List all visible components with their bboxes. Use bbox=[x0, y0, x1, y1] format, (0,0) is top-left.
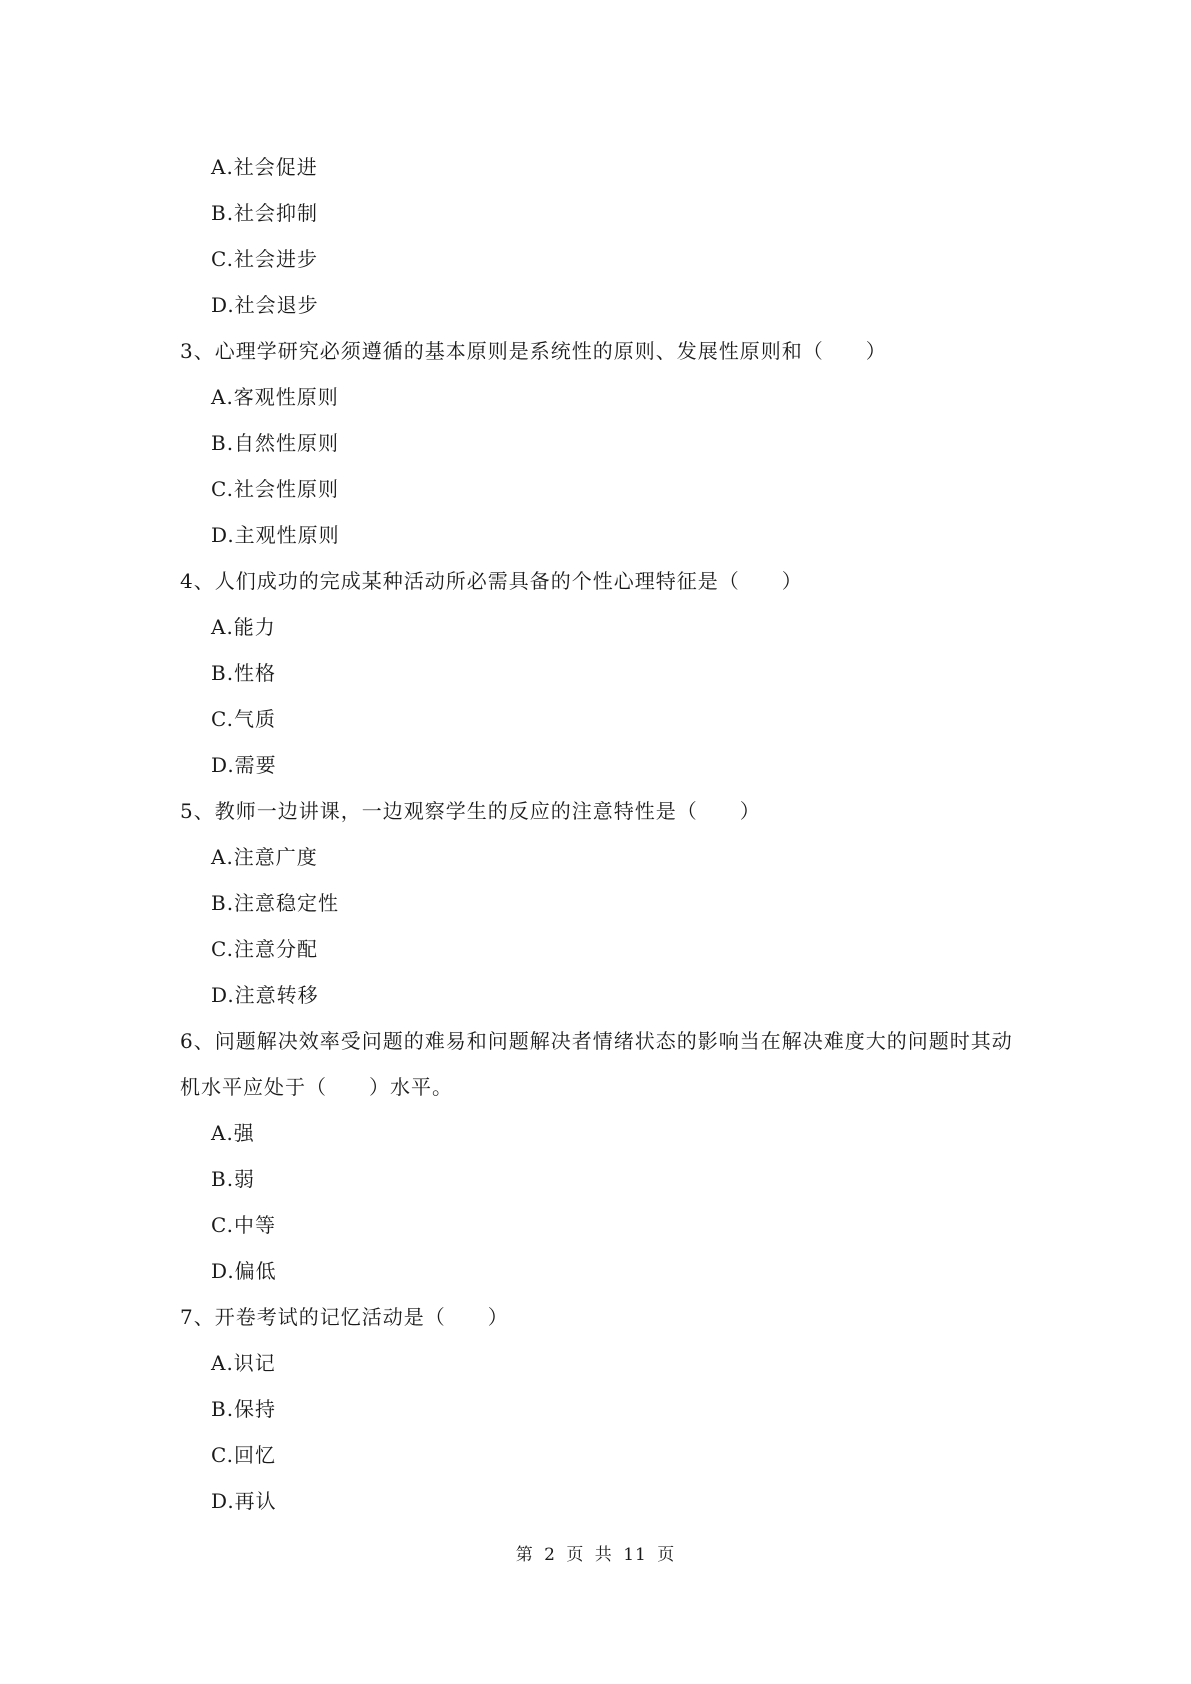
q2-option-a: A.社会促进 bbox=[211, 155, 318, 179]
page-footer: 第 2 页 共 11 页 bbox=[515, 1545, 676, 1565]
question-7: 7、开卷考试的记忆活动是（ ） bbox=[180, 1305, 509, 1329]
q5-option-d: D.注意转移 bbox=[211, 983, 319, 1007]
q2-option-b: B.社会抑制 bbox=[211, 201, 319, 225]
question-6-continuation: 机水平应处于（ ）水平。 bbox=[180, 1075, 453, 1099]
q6-option-a: A.强 bbox=[211, 1121, 255, 1145]
q2-option-d: D.社会退步 bbox=[211, 293, 319, 317]
q7-option-d: D.再认 bbox=[211, 1489, 277, 1513]
question-4: 4、人们成功的完成某种活动所必需具备的个性心理特征是（ ） bbox=[180, 569, 803, 593]
q5-option-a: A.注意广度 bbox=[211, 845, 318, 869]
q2-option-c: C.社会进步 bbox=[211, 247, 318, 271]
q7-option-a: A.识记 bbox=[211, 1351, 276, 1375]
question-6: 6、问题解决效率受问题的难易和问题解决者情绪状态的影响当在解决难度大的问题时其动 bbox=[180, 1029, 1013, 1053]
q4-option-d: D.需要 bbox=[211, 753, 277, 777]
q7-option-b: B.保持 bbox=[211, 1397, 277, 1421]
q3-option-c: C.社会性原则 bbox=[211, 477, 339, 501]
question-5: 5、教师一边讲课，一边观察学生的反应的注意特性是（ ） bbox=[180, 799, 761, 823]
q6-option-d: D.偏低 bbox=[211, 1259, 277, 1283]
q3-option-b: B.自然性原则 bbox=[211, 431, 340, 455]
q3-option-a: A.客观性原则 bbox=[211, 385, 339, 409]
q3-option-d: D.主观性原则 bbox=[211, 523, 340, 547]
q4-option-b: B.性格 bbox=[211, 661, 277, 685]
q4-option-c: C.气质 bbox=[211, 707, 276, 731]
q4-option-a: A.能力 bbox=[211, 615, 276, 639]
q5-option-b: B.注意稳定性 bbox=[211, 891, 340, 915]
q6-option-c: C.中等 bbox=[211, 1213, 276, 1237]
question-3: 3、心理学研究必须遵循的基本原则是系统性的原则、发展性原则和（ ） bbox=[180, 339, 887, 363]
q6-option-b: B.弱 bbox=[211, 1167, 256, 1191]
q7-option-c: C.回忆 bbox=[211, 1443, 276, 1467]
q5-option-c: C.注意分配 bbox=[211, 937, 318, 961]
